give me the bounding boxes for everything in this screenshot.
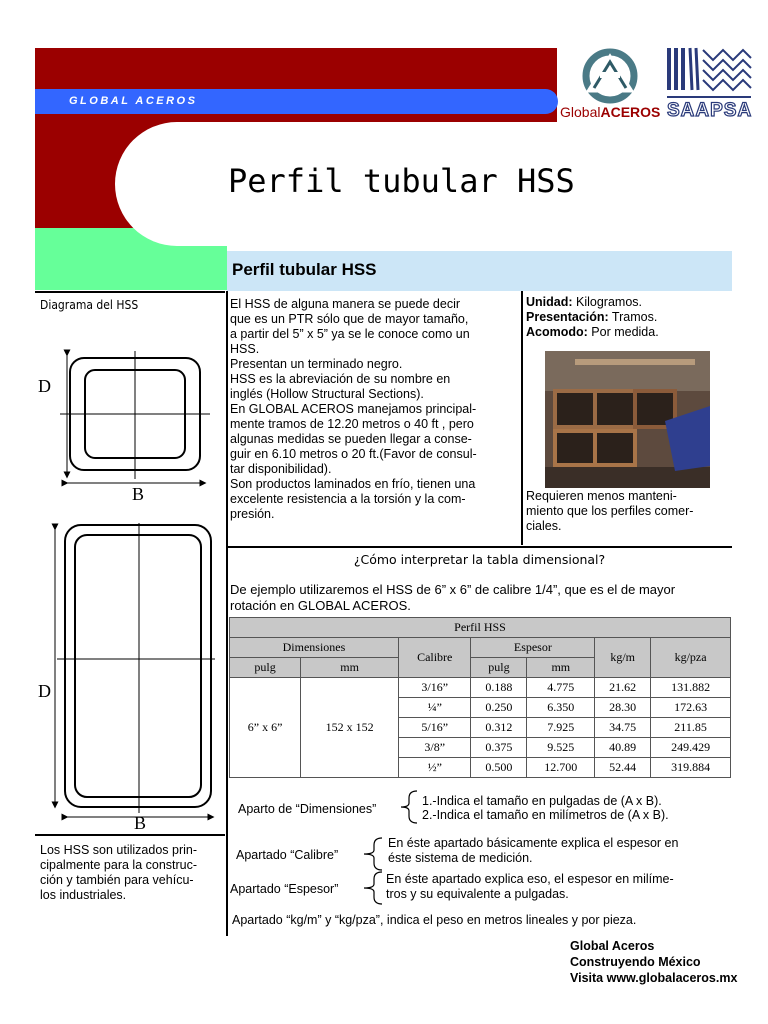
explain-esp-2: tros y su equivalente a pulgadas. [386,887,569,901]
description-line: HSS es la abreviación de su nombre en [230,372,451,386]
cell-mm: 9.525 [527,738,595,758]
diagram-title: Diagrama del HSS [40,298,139,312]
section-title-bar [227,251,732,291]
cell-kgpza: 319.884 [651,758,731,778]
caption-line: los industriales. [40,888,127,902]
presentacion-value: Tramos. [608,310,658,324]
th-dimensiones: Dimensiones [230,638,399,658]
brand-band-label: GLOBAL ACEROS [69,95,198,107]
th-espesor-mm: mm [527,658,595,678]
cell-mm: 7.925 [527,718,595,738]
label-b-large: B [134,813,147,833]
th-espesor-pulg: pulg [471,658,527,678]
acomodo-value: Por medida. [587,325,659,339]
unidad-value: Kilogramos. [572,295,643,309]
cell-kgm: 21.62 [595,678,651,698]
label-d-large: D [38,681,51,701]
footer [570,938,737,986]
description-line: algunas medidas se pueden llegar a conse- [230,432,472,446]
note-line: miento que los perfiles comer- [526,504,694,518]
explain-kg-line: Apartado “kg/m” y “kg/pza”, indica el peso en metros lineales y por pieza. [232,913,637,927]
cell-kgpza: 172.63 [651,698,731,718]
cell-kgpza: 211.85 [651,718,731,738]
label-b-small: B [132,484,145,504]
note-line: Requieren menos manteni- [526,489,677,503]
page-title: Perfil tubular HSS [228,162,575,200]
cell-kgpza: 131.882 [651,678,731,698]
caption-line: ción y también para vehícu- [40,873,194,887]
cell-kgm: 52.44 [595,758,651,778]
specs-note [526,489,693,534]
description-line: que es un PTR sólo que de mayor tamaño, [230,312,469,326]
cell-dim-mm: 152 x 152 [301,678,399,778]
cell-kgm: 28.30 [595,698,651,718]
cell-calibre: ¼” [398,698,471,718]
interpret-heading: ¿Cómo interpretar la tabla dimensional? [353,552,606,567]
cell-pulg: 0.500 [471,758,527,778]
divider-mid [521,291,523,545]
brace-dim-icon [397,789,419,825]
description-line: a partir del 5” x 5” ya se le conoce como un [230,327,470,341]
th-pulg: pulg [230,658,301,678]
th-kgm: kg/m [595,638,651,678]
footer-slogan: Construyendo México [570,955,701,969]
caption-line: cipalmente para la construc- [40,858,198,872]
cell-kgm: 40.89 [595,738,651,758]
description-line: En GLOBAL ACEROS manejamos principal- [230,402,477,416]
cell-mm: 12.700 [527,758,595,778]
unidad-label: Unidad: [526,295,573,309]
divider-left [226,291,228,936]
description-line: Son productos laminados en frío, tienen una [230,477,476,491]
description-line: excelente resistencia a la torsión y la com- [230,492,466,506]
cell-kgpza: 249.429 [651,738,731,758]
explain-esp-label: Apartado “Espesor” [230,882,339,896]
explain-dim-label: Aparto de “Dimensiones” [238,802,377,816]
description-line: guir en 6.10 metros o 20 ft.(Favor de consul- [230,447,477,461]
presentacion-label: Presentación: [526,310,609,324]
description-line: tar disponibilidad). [230,462,332,476]
th-calibre: Calibre [398,638,471,678]
cell-calibre: 3/16” [398,678,471,698]
brace-cal-icon [360,836,384,872]
cell-mm: 4.775 [527,678,595,698]
cell-pulg: 0.312 [471,718,527,738]
saapsa-logo [665,44,753,124]
explain-esp-1: En éste apartado explica eso, el espesor en milíme- [386,872,674,886]
label-d-small: D [38,376,51,396]
steel-tubes-photo [545,351,710,488]
cell-kgm: 34.75 [595,718,651,738]
cell-pulg: 0.188 [471,678,527,698]
explain-cal-1: En éste apartado básicamente explica el espesor en [388,836,679,850]
description-line: HSS. [230,342,260,356]
footer-website: Visita www.globalaceros.mx [570,971,738,985]
table-title: Perfil HSS [230,618,731,638]
th-espesor: Espesor [471,638,595,658]
section-title: Perfil tubular HSS [232,260,377,279]
brand-band [35,89,558,114]
global-aceros-logo [560,44,660,124]
cell-mm: 6.350 [527,698,595,718]
hss-diagram [35,345,225,835]
cell-calibre: 3/8” [398,738,471,758]
note-line: ciales. [526,519,562,533]
hss-table [229,617,731,778]
cell-calibre: ½” [398,758,471,778]
diagram-caption [40,843,197,903]
th-kgpza: kg/pza [651,638,731,678]
cell-dim-pulg: 6” x 6” [230,678,301,778]
description-text [230,297,477,522]
description-line: inglés (Hollow Structural Sections). [230,387,424,401]
interpret-intro [230,582,675,614]
divider-table-top [227,546,732,548]
explain-dim-2: 2.-Indica el tamaño en milímetros de (A x B). [422,808,669,822]
explain-cal-2: éste sistema de medición. [388,851,533,865]
cell-calibre: 5/16” [398,718,471,738]
logo-saapsa-text: SAAPSA [667,100,753,121]
cell-pulg: 0.375 [471,738,527,758]
specs-block [526,295,659,340]
cell-pulg: 0.250 [471,698,527,718]
intro-line: De ejemplo utilizaremos el HSS de 6” x 6” de calibre 1/4”, que es el de mayor [230,582,676,597]
description-line: mente tramos de 12.20 metros o 40 ft , pero [230,417,474,431]
logo-aceros-text: ACEROS [600,104,661,120]
divider-diagram-top [35,291,225,293]
logo-global-text: Global [560,104,601,120]
intro-line: rotación en GLOBAL ACEROS. [230,598,411,613]
footer-company: Global Aceros [570,939,655,953]
description-line: presión. [230,507,275,521]
explain-cal-label: Apartado “Calibre” [236,848,339,862]
acomodo-label: Acomodo: [526,325,588,339]
explain-dim-1: 1.-Indica el tamaño en pulgadas de (A x B). [422,794,662,808]
caption-line: Los HSS son utilizados prin- [40,843,198,857]
th-mm: mm [301,658,399,678]
table-row [230,678,731,698]
description-line: Presentan un terminado negro. [230,357,403,371]
description-line: El HSS de alguna manera se puede decir [230,297,461,311]
brace-esp-icon [360,870,384,906]
